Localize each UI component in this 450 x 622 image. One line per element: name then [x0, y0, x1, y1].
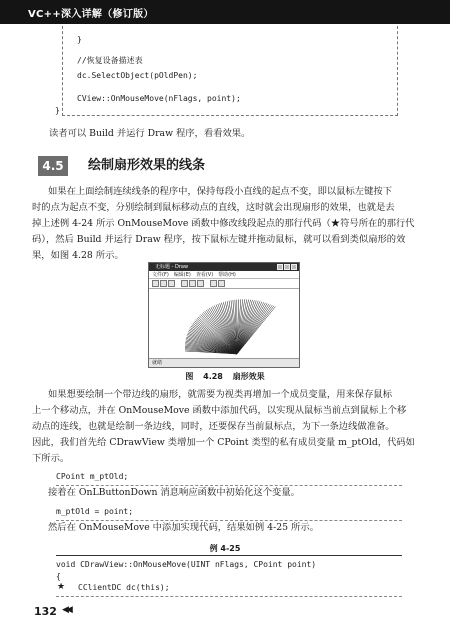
- figure-caption: 图 4.28 扇形效果: [185, 372, 265, 381]
- running-header: [0, 0, 450, 24]
- paragraph-line: 动点的连线，也就是绘制一条边线，同时，还要保存当前鼠标点，为下一条边线做准备。: [32, 421, 395, 432]
- code-line: m_ptOld = point;: [56, 507, 134, 516]
- paste-icon: [197, 280, 204, 287]
- status-text: 就绪: [152, 360, 163, 366]
- new-icon: [152, 280, 159, 287]
- paragraph-line: 果，如图 4.28 所示。: [32, 250, 124, 261]
- paragraph-line: 如果想要绘制一个带边线的扇形，就需要为视类再增加一个成员变量，用来保存鼠标: [48, 389, 392, 400]
- window-title: 无标题 - Draw: [155, 264, 189, 270]
- code-line: CView::OnMouseMove(nFlags, point);: [77, 94, 241, 103]
- code-line: dc.SelectObject(pOldPen);: [77, 71, 198, 80]
- example-bottom-rule: [56, 596, 402, 597]
- code-line: }: [77, 35, 82, 44]
- example-top-rule: [56, 555, 402, 556]
- paragraph-line: 上一个移动点，并在 OnMouseMove 函数中添加代码，以实现从鼠标当前点到鼠标上个移: [32, 405, 407, 416]
- menu-item-view: 查看(V): [195, 272, 214, 278]
- section-number: 4.5: [38, 156, 68, 176]
- paragraph-line: 码），然后 Build 并运行 Draw 程序，按下鼠标左键并拖动鼠标，就可以看到类似扇形的效: [32, 234, 406, 245]
- code-line: CClientDC dc(this);: [78, 583, 170, 592]
- figure-screenshot-window: [148, 262, 300, 368]
- menu-item-edit: 编辑(E): [173, 272, 191, 278]
- paragraph-4: 然后在 OnMouseMove 中添加实现代码，结果如例 4-25 所示。: [48, 522, 319, 533]
- code-listing-box: [55, 26, 398, 116]
- code-line: //恢复设备描述表: [77, 56, 143, 65]
- menu-item-help: 帮助(H): [218, 272, 236, 278]
- book-title: VC++深入详解（修订版）: [28, 9, 154, 20]
- code-line: void CDrawView::OnMouseMove(UINT nFlags, CPoint point): [56, 560, 317, 569]
- paragraph-line: 掉上述例 4-24 所示 OnMouseMove 函数中修改线段起点的那行代码（★符号所在的那行代: [32, 218, 415, 229]
- star-marker: ★: [57, 582, 66, 592]
- paragraph-line: 下所示。: [32, 453, 70, 464]
- paragraph-line: 时的点为起点不变，分别绘制到鼠标移动点的直线，这时就会出现扇形的效果，也就是去: [32, 202, 395, 213]
- window-menubar: [149, 271, 299, 279]
- paragraph-line: 如果在上面绘制连续线条的程序中，保持每段小直线的起点不变，即以鼠标左键按下: [48, 186, 392, 197]
- code-line: }: [55, 106, 60, 115]
- fan-drawing: [149, 290, 299, 356]
- code-line: CPoint m_ptOld;: [56, 472, 129, 481]
- section-title: 绘制扇形效果的线条: [88, 158, 206, 173]
- print-icon: [210, 280, 217, 287]
- minimize-icon: [277, 264, 283, 270]
- example-label: 例 4-25: [209, 544, 241, 553]
- close-icon: [291, 264, 297, 270]
- paragraph-3: 接着在 OnLButtonDown 消息响应函数中初始化这个变量。: [48, 487, 300, 498]
- open-icon: [160, 280, 167, 287]
- maximize-icon: [284, 264, 290, 270]
- copy-icon: [189, 280, 196, 287]
- window-titlebar: [149, 263, 299, 271]
- help-icon: [218, 280, 225, 287]
- code-line: {: [56, 572, 61, 581]
- menu-item-file: 文件(F): [152, 272, 169, 278]
- page-number: 132: [34, 605, 57, 618]
- paragraph-intro: 读者可以 Build 并运行 Draw 程序，看看效果。: [49, 128, 251, 139]
- window-toolbar: [149, 279, 299, 289]
- window-statusbar: [149, 358, 299, 367]
- cut-icon: [181, 280, 188, 287]
- page-arrow-icon: ◀◀: [62, 605, 70, 615]
- paragraph-line: 因此，我们首先给 CDrawView 类增加一个 CPoint 类型的私有成员变量 m_ptOld，代码如: [32, 437, 415, 448]
- save-icon: [168, 280, 175, 287]
